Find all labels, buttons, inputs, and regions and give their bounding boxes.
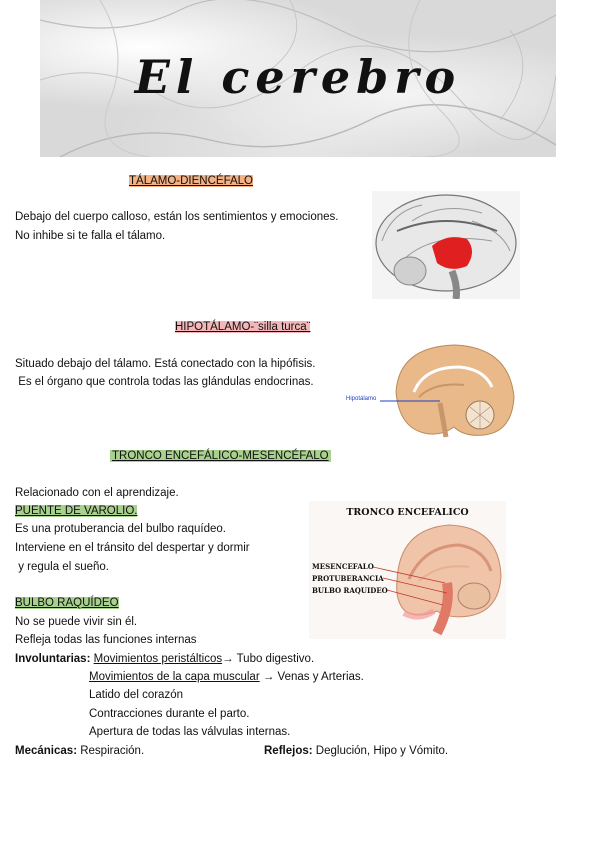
tronco-label-bulbo: BULBO RAQUIDEO (312, 586, 388, 595)
puente-line-2: Interviene en el tránsito del despertar y dormir (15, 542, 250, 554)
peristalticos-result: → Tubo digestivo. (222, 653, 315, 665)
bulbo-line-2: Refleja todas las funciones internas (15, 634, 197, 646)
hipotalamo-figure-label: Hipotálamo (346, 396, 377, 402)
bulbo-heading (15, 597, 119, 609)
involuntarias-item-3: Apertura de todas las válvulas internas. (89, 726, 291, 738)
involuntarias-item-1: Latido del corazón (89, 689, 183, 701)
tronco-brain-figure (309, 501, 506, 639)
bulbo-line-1: No se puede vivir sin él. (15, 616, 138, 628)
hipotalamo-brain-figure (344, 337, 520, 449)
puente-line-3: y regula el sueño. (15, 561, 109, 573)
mecanicas-label: Mecánicas (15, 745, 74, 757)
tronco-figure-title: TRONCO ENCEFALICO (346, 507, 469, 518)
hipotalamo-line-2: Es el órgano que controla todas las glándulas endocrinas. (15, 376, 314, 388)
title-banner (40, 0, 556, 157)
capa-muscular-text: Movimientos de la capa muscular (89, 671, 260, 683)
reflejos-row: Reflejos: Deglución, Hipo y Vómito. (264, 745, 449, 757)
tronco-label-mesencefalo: MESENCEFALO (312, 562, 374, 571)
tronco-intro: Relacionado con el aprendizaje. (15, 487, 179, 499)
involuntarias-row: Involuntarias: Movimientos peristálticos→ Tubo digestivo. (15, 653, 315, 665)
talamo-heading (129, 175, 253, 187)
hipotalamo-heading (175, 321, 310, 333)
involuntarias-item-2: Contracciones durante el parto. (89, 708, 250, 720)
involuntarias-label: Involuntarias (15, 653, 87, 665)
hipotalamo-line-1: Situado debajo del tálamo. Está conectado con la hipófisis. (15, 358, 316, 370)
capa-muscular-result: → Venas y Arterias. (259, 671, 364, 683)
reflejos-label: Reflejos (264, 745, 309, 757)
tronco-heading (110, 450, 331, 462)
talamo-heading-text: TÁLAMO-DIENCÉFALO (129, 175, 253, 187)
mecanicas-value: Respiración. (77, 745, 145, 757)
tronco-heading-text: TRONCO ENCEFÁLICO-MESENCÉFALO (112, 450, 329, 462)
talamo-line-2: No inhibe si te falla el tálamo. (15, 230, 166, 242)
page-title: El cerebro (134, 50, 462, 104)
peristalticos-text: Movimientos peristálticos (93, 653, 223, 665)
puente-heading (15, 505, 137, 517)
hipotalamo-heading-text: HIPOTÁLAMO-¨silla turca¨ (175, 321, 311, 333)
bulbo-heading-text: BULBO RAQUÍDEO (15, 597, 119, 609)
mecanicas-row: Mecánicas: Respiración. (15, 745, 145, 757)
reflejos-value: Deglución, Hipo y Vómito. (312, 745, 449, 757)
talamo-line-1: Debajo del cuerpo calloso, están los sentimientos y emociones. (15, 211, 339, 223)
capa-muscular-row (89, 671, 364, 683)
puente-line-1: Es una protuberancia del bulbo raquídeo. (15, 523, 226, 535)
tronco-label-protuberancia: PROTUBERANCIA (312, 574, 384, 583)
talamo-brain-figure (372, 191, 520, 299)
puente-heading-text: PUENTE DE VAROLIO. (15, 505, 138, 517)
